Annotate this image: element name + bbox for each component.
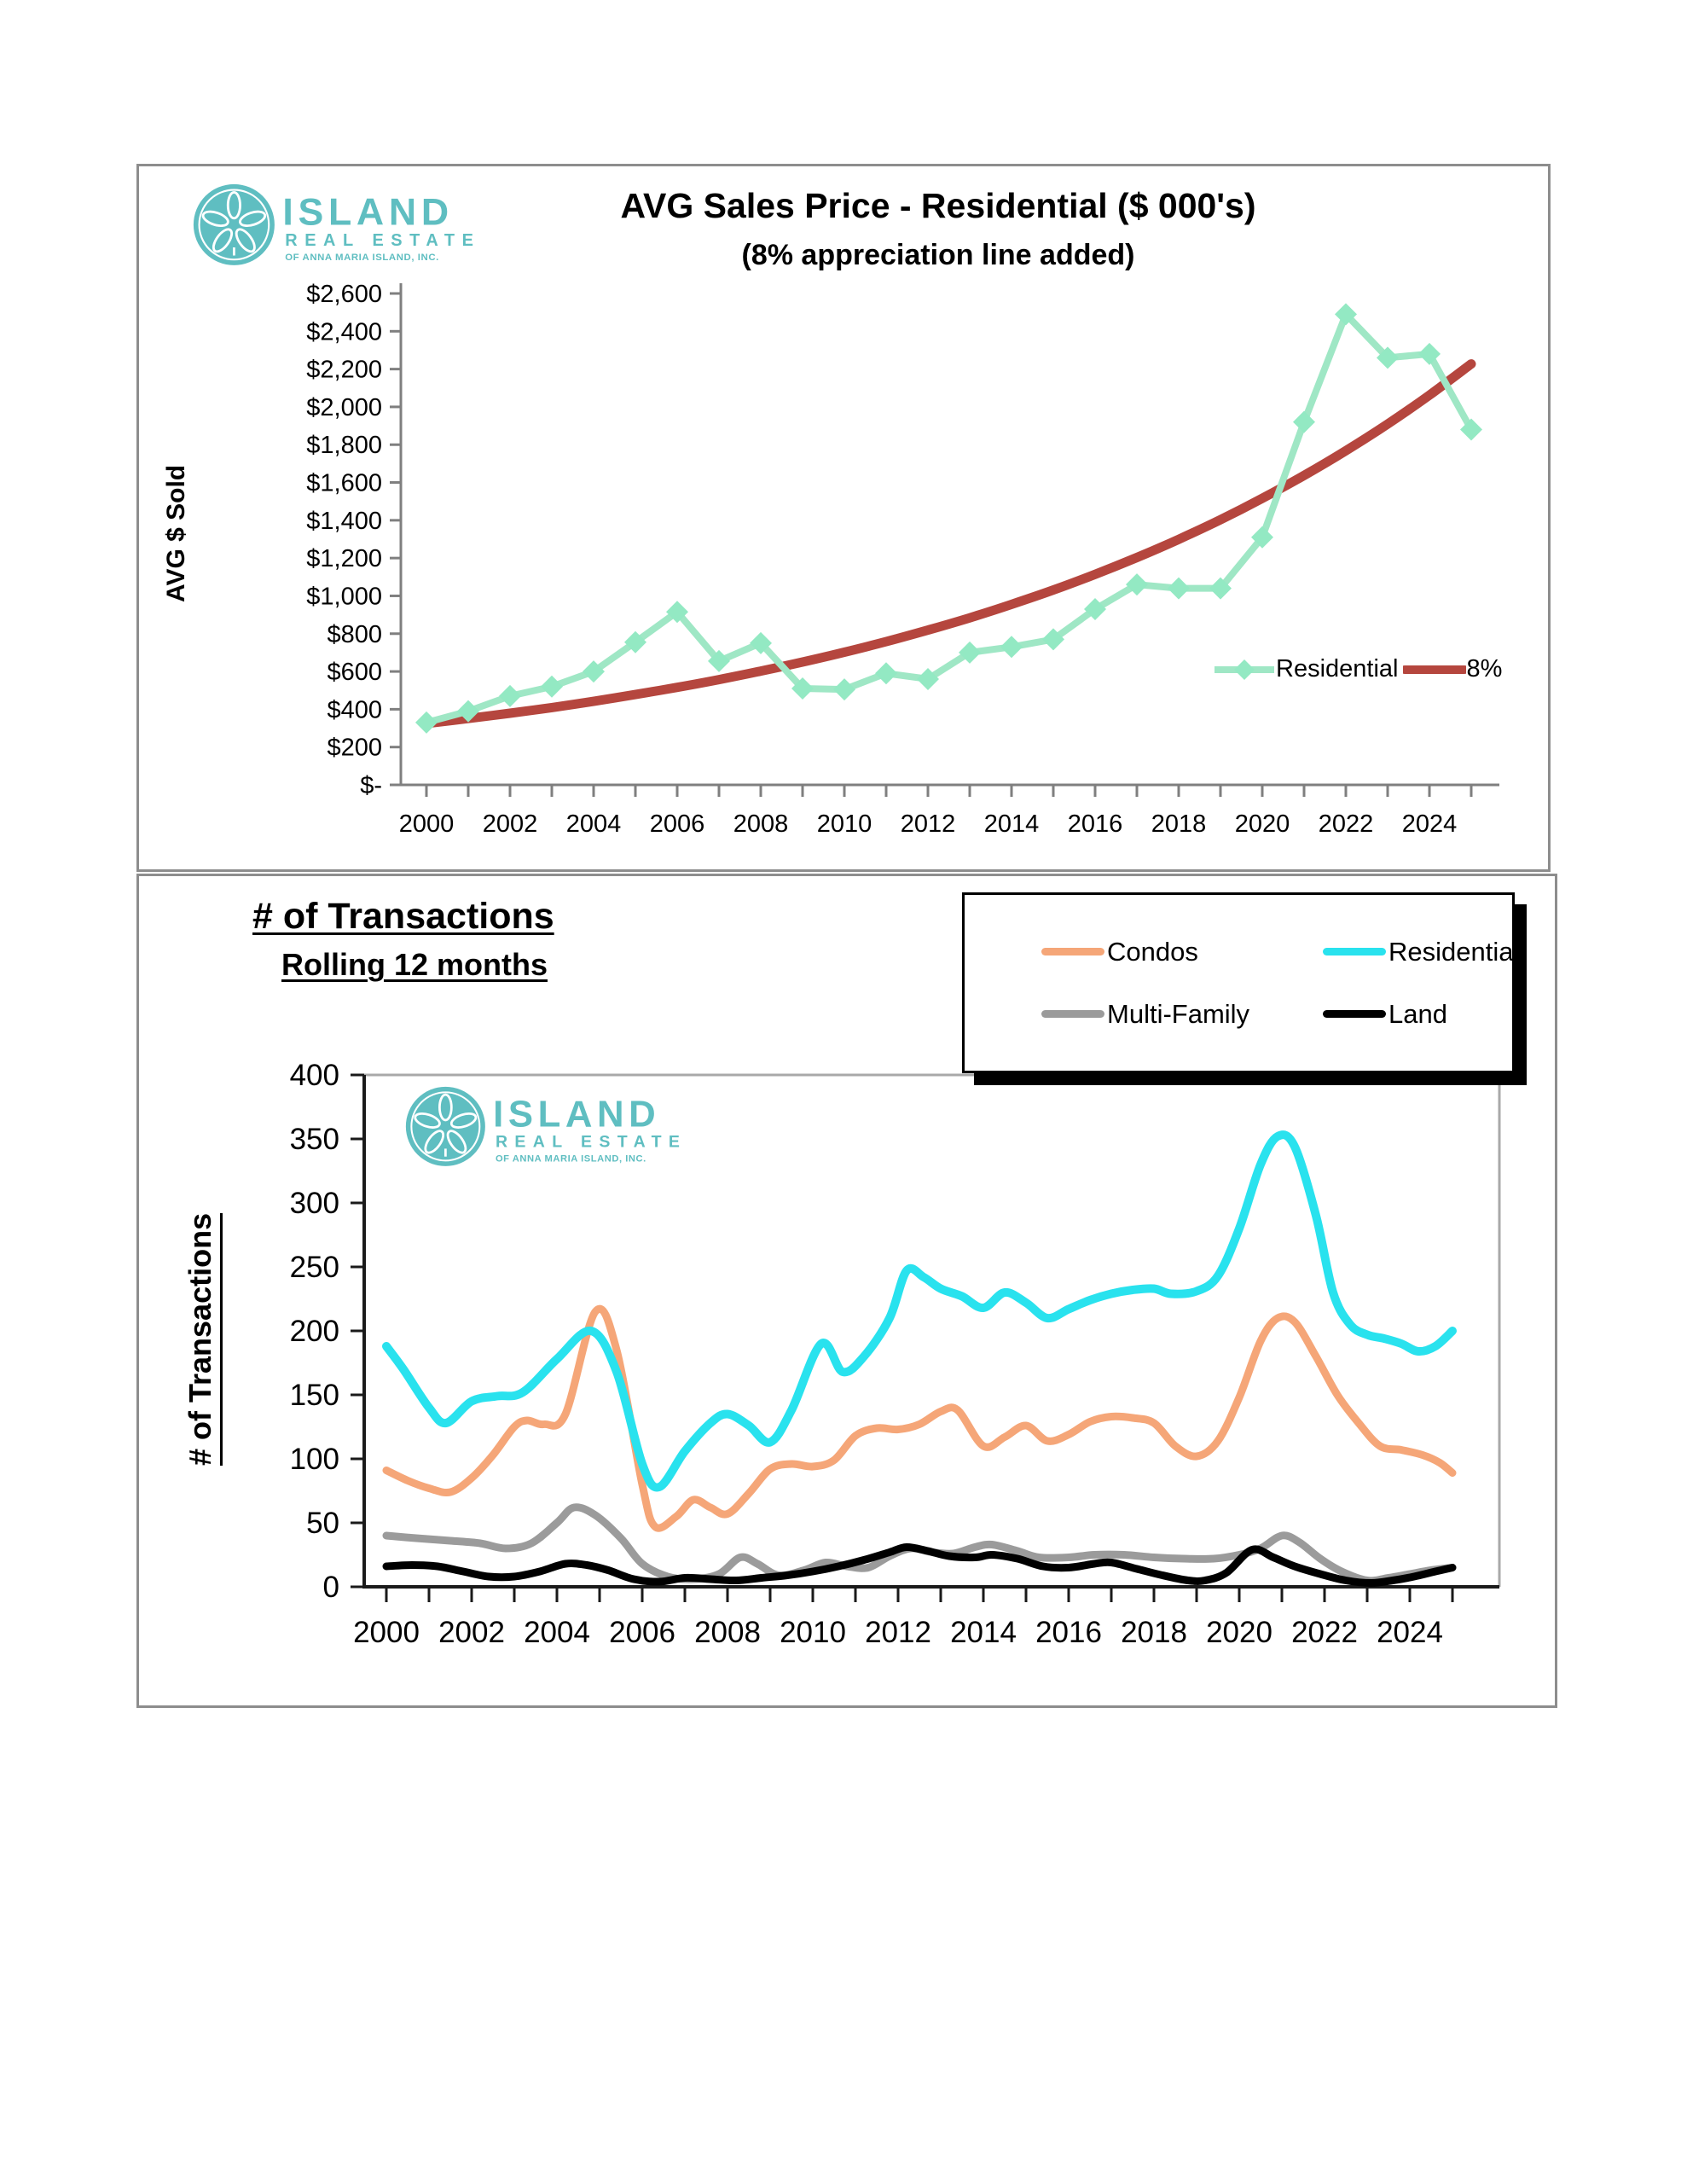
y-tick-label: 100 <box>289 1443 339 1476</box>
diamond-marker <box>875 662 897 684</box>
y-tick-label: $2,600 <box>306 281 382 308</box>
x-tick-label: 2018 <box>1121 1616 1187 1649</box>
x-tick-label: 2014 <box>983 810 1040 838</box>
avg-sales-price-chart <box>194 184 1499 838</box>
y-tick-label: 400 <box>289 1059 339 1092</box>
x-tick-label: 2012 <box>900 810 956 838</box>
sand-dollar-icon <box>194 184 275 265</box>
y-tick-label: 250 <box>289 1251 339 1284</box>
legend-label-condos: Condos <box>1107 936 1198 967</box>
x-tick-label: 2022 <box>1291 1616 1358 1649</box>
legend-label-land: Land <box>1388 998 1447 1029</box>
top-chart-subtitle: (8% appreciation line added) <box>741 239 1135 271</box>
axes-line <box>364 1075 1499 1587</box>
bottom-chart-title: # of Transactions <box>252 896 554 937</box>
legend-item-residential <box>1213 655 1398 683</box>
logo-line2: REAL ESTATE <box>285 231 481 251</box>
x-tick-label: 2004 <box>565 810 622 838</box>
x-tick-label: 2006 <box>649 810 705 838</box>
y-tick-label: $- <box>360 772 382 799</box>
legend-label-residential-tx: Residential <box>1388 936 1520 967</box>
legend-label-multi-family: Multi-Family <box>1107 998 1250 1029</box>
legend-item-residential-tx <box>1323 937 1519 967</box>
y-tick-label: $1,800 <box>306 432 382 460</box>
x-tick-label: 2000 <box>398 810 455 838</box>
legend-item-condos <box>1041 937 1323 967</box>
y-tick-label: $200 <box>327 734 382 762</box>
top-chart-title: AVG Sales Price - Residential ($ 000's) <box>620 186 1256 225</box>
logo-line3: OF ANNA MARIA ISLAND, INC. <box>495 1153 646 1165</box>
8pct-line-icon <box>1403 659 1466 681</box>
bottom-chart-legend <box>962 892 1520 1073</box>
x-tick-label: 2000 <box>353 1616 420 1649</box>
x-tick-label: 2016 <box>1035 1616 1102 1649</box>
y-tick-label: 150 <box>289 1379 339 1412</box>
island-real-estate-logo <box>406 1087 687 1166</box>
y-tick-label: $800 <box>327 620 382 648</box>
island-real-estate-logo <box>194 184 481 265</box>
diamond-marker <box>499 685 521 707</box>
series-residential <box>386 1132 1452 1487</box>
legend-item-land <box>1323 999 1519 1030</box>
transactions-chart <box>290 1059 1499 1649</box>
logo-line2: REAL ESTATE <box>495 1132 687 1152</box>
x-tick-label: 2024 <box>1401 810 1458 838</box>
residential-line-icon <box>1323 948 1386 956</box>
y-tick-label: 350 <box>289 1123 339 1156</box>
sand-dollar-icon <box>406 1087 485 1166</box>
x-tick-label: 2006 <box>609 1616 675 1649</box>
y-tick-label: $1,600 <box>306 469 382 497</box>
x-tick-label: 2008 <box>694 1616 761 1649</box>
y-tick-label: 300 <box>289 1187 339 1220</box>
x-tick-label: 2010 <box>816 810 872 838</box>
bottom-chart-subtitle: Rolling 12 months <box>281 947 548 982</box>
legend-label-8pct: 8% <box>1466 655 1503 682</box>
x-tick-label: 2004 <box>524 1616 590 1649</box>
condos-line-icon <box>1041 948 1104 956</box>
diamond-marker <box>1293 411 1315 433</box>
y-tick-label: $2,000 <box>306 393 382 421</box>
diamond-marker <box>833 678 855 700</box>
diamond-marker <box>415 712 438 734</box>
bottom-chart-y-axis-title: # of Transactions <box>183 1212 217 1467</box>
residential-line-diamond-icon <box>1213 659 1276 681</box>
y-tick-label: $2,400 <box>306 318 382 346</box>
x-tick-label: 2016 <box>1067 810 1123 838</box>
x-tick-label: 2020 <box>1206 1616 1272 1649</box>
legend-item-8pct <box>1403 655 1502 683</box>
y-tick-label: $1,400 <box>306 507 382 535</box>
diamond-marker <box>1168 578 1190 600</box>
x-tick-label: 2010 <box>780 1616 846 1649</box>
y-tick-label: $2,200 <box>306 356 382 384</box>
top-chart-legend <box>1213 655 1502 683</box>
x-tick-label: 2024 <box>1377 1616 1443 1649</box>
x-tick-label: 2020 <box>1234 810 1290 838</box>
x-tick-label: 2014 <box>950 1616 1017 1649</box>
series-condos <box>386 1309 1452 1528</box>
y-tick-label: 50 <box>306 1507 339 1540</box>
y-tick-label: 200 <box>289 1315 339 1348</box>
plot-border <box>364 1075 1499 1587</box>
multi-family-line-icon <box>1041 1010 1104 1018</box>
diamond-marker <box>1000 636 1023 658</box>
series-land <box>386 1547 1452 1583</box>
x-tick-label: 2002 <box>482 810 538 838</box>
logo-wordmark: ISLAND <box>493 1093 661 1136</box>
y-tick-label: $1,200 <box>306 545 382 573</box>
land-line-icon <box>1323 1010 1386 1018</box>
legend-label-residential: Residential <box>1276 655 1399 682</box>
y-tick-label: $400 <box>327 696 382 724</box>
legend-item-multi-family <box>1041 999 1323 1030</box>
x-tick-label: 2018 <box>1151 810 1207 838</box>
y-tick-label: $600 <box>327 659 382 687</box>
x-tick-label: 2022 <box>1318 810 1374 838</box>
x-tick-label: 2008 <box>733 810 789 838</box>
x-tick-label: 2002 <box>438 1616 505 1649</box>
diamond-marker <box>541 676 563 698</box>
logo-line3: OF ANNA MARIA ISLAND, INC. <box>285 253 439 264</box>
x-tick-label: 2012 <box>865 1616 931 1649</box>
y-tick-label: $1,000 <box>306 583 382 611</box>
logo-wordmark: ISLAND <box>282 191 454 234</box>
top-chart-y-axis-title: AVG $ Sold <box>162 464 190 602</box>
y-tick-label: 0 <box>322 1571 339 1604</box>
